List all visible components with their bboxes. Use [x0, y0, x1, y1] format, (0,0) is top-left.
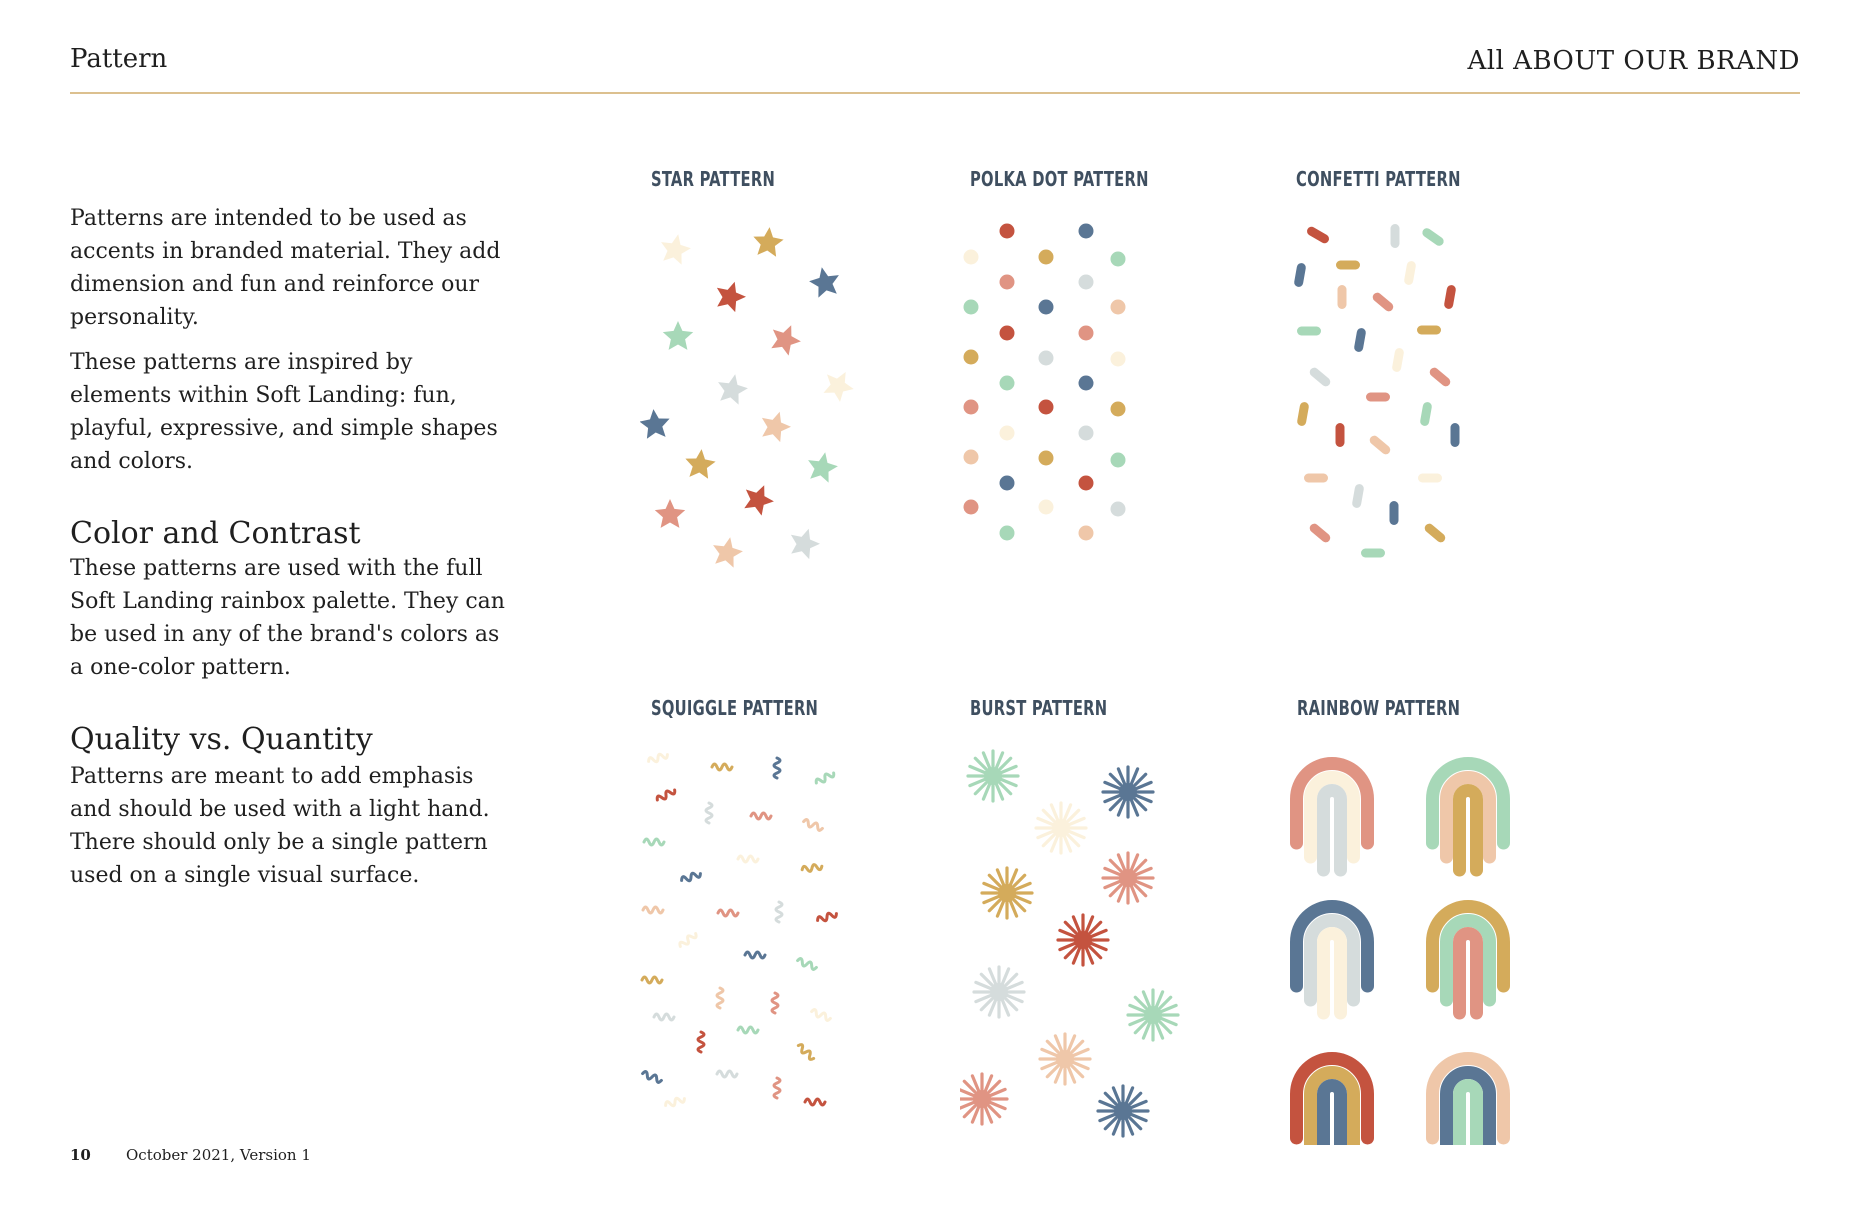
confetti-piece — [1418, 474, 1442, 483]
star-pattern-swatch — [640, 210, 870, 610]
squiggle-shape — [802, 863, 823, 872]
polka-dot — [1039, 451, 1054, 466]
confetti-piece — [1351, 483, 1364, 508]
squiggle-shape — [776, 902, 782, 922]
polka-dot — [964, 350, 979, 365]
confetti-piece — [1417, 326, 1441, 335]
burst-center — [1052, 819, 1070, 837]
intro-text-1: Patterns are intended to be used as accents in branded material. They add dimension and fun and reinforce our personality. — [70, 206, 501, 330]
polka-dot — [1000, 526, 1015, 541]
heading-quality-quantity: Quality vs. Quantity — [70, 722, 373, 757]
rainbow-arc — [1460, 1086, 1477, 1146]
polka-dot — [1039, 250, 1054, 265]
rainbow-arc — [1324, 791, 1341, 871]
intro-text-2: These patterns are inspired by elements within Soft Landing: fun, playful, expressive, and simple shapes and colors. — [70, 350, 498, 474]
polka-dot — [964, 500, 979, 515]
star-shape — [808, 452, 838, 482]
squiggle-shape — [681, 871, 702, 883]
intro-paragraph-2 — [70, 346, 510, 478]
star-shape — [685, 449, 715, 479]
quality-paragraph — [70, 760, 510, 892]
squiggle-shape — [706, 803, 712, 823]
squiggle-shape — [718, 910, 738, 916]
confetti-piece — [1297, 327, 1321, 336]
label-star-pattern: STAR PATTERN — [651, 167, 776, 191]
polka-dot — [1000, 476, 1015, 491]
squiggle-shape — [738, 856, 758, 862]
polka-dot — [1079, 526, 1094, 541]
rainbow-arc — [1324, 1086, 1341, 1146]
squiggle-shape — [796, 1043, 815, 1060]
confetti-pattern-swatch — [1290, 210, 1520, 610]
squiggle-shape — [642, 977, 662, 983]
squiggle-shape — [774, 758, 780, 778]
squiggle-shape — [803, 819, 824, 831]
polka-dot — [1039, 300, 1054, 315]
polka-dot — [1000, 426, 1015, 441]
burst-center — [1114, 1102, 1132, 1120]
star-shape — [791, 529, 820, 559]
confetti-piece — [1366, 393, 1390, 402]
heading-color-contrast: Color and Contrast — [70, 516, 361, 551]
squiggle-shape — [772, 993, 778, 1013]
burst-center — [1144, 1006, 1162, 1024]
page-header-section: Pattern — [70, 44, 168, 74]
polka-dot — [964, 450, 979, 465]
star-shape — [744, 485, 774, 515]
squiggle-shape — [678, 931, 697, 948]
rainbow-arc — [1460, 934, 1477, 1014]
squiggle-shape — [738, 1027, 758, 1033]
label-burst-pattern: BURST PATTERN — [970, 696, 1108, 720]
star-shape — [809, 267, 839, 297]
star-shape — [713, 537, 743, 567]
header-divider — [70, 92, 1800, 94]
polka-dot — [1000, 326, 1015, 341]
confetti-piece — [1391, 224, 1400, 248]
star-shape — [762, 412, 791, 442]
squiggle-shape — [665, 1096, 686, 1108]
confetti-piece — [1308, 522, 1332, 544]
burst-center — [973, 1090, 991, 1108]
star-shape — [655, 499, 685, 528]
burst-pattern-swatch — [960, 745, 1190, 1145]
squiggle-shape — [656, 787, 676, 802]
confetti-piece — [1443, 284, 1456, 309]
polka-dot — [1039, 351, 1054, 366]
confetti-piece — [1293, 262, 1306, 287]
confetti-piece — [1305, 225, 1330, 245]
confetti-piece — [1391, 347, 1404, 372]
confetti-piece — [1304, 474, 1328, 483]
polka-dot — [1111, 252, 1126, 267]
rainbow-pattern-swatch — [1290, 745, 1520, 1145]
confetti-piece — [1308, 366, 1332, 388]
label-squiggle-pattern: SQUIGGLE PATTERN — [651, 696, 819, 720]
star-shape — [718, 374, 748, 404]
label-rainbow-pattern: RAINBOW PATTERN — [1297, 696, 1461, 720]
polka-dot — [1111, 402, 1126, 417]
confetti-piece — [1368, 434, 1392, 456]
polka-dot — [1000, 275, 1015, 290]
confetti-piece — [1338, 285, 1347, 309]
squiggle-pattern-swatch — [640, 745, 870, 1145]
squiggle-shape — [717, 988, 723, 1008]
confetti-piece — [1390, 501, 1399, 525]
confetti-piece — [1451, 423, 1460, 447]
polka-dot — [1079, 426, 1094, 441]
quality-text: Patterns are meant to add emphasis and should be used with a light hand. There should only be a single pattern used on a single visual surface. — [70, 764, 490, 888]
star-shape — [771, 325, 801, 355]
squiggle-shape — [774, 1078, 780, 1098]
confetti-piece — [1428, 366, 1452, 388]
color-contrast-text: These patterns are used with the full Soft Landing rainbox palette. They can be used in any of the brand's colors as a one-color pattern. — [70, 556, 505, 680]
polka-dot — [1111, 453, 1126, 468]
confetti-piece — [1336, 261, 1360, 270]
polka-dot — [964, 400, 979, 415]
polka-dot — [1079, 224, 1094, 239]
intro-paragraph-1 — [70, 202, 510, 334]
squiggle-shape — [712, 764, 732, 770]
confetti-piece — [1353, 327, 1366, 352]
squiggle-shape — [644, 839, 664, 845]
polka-dot — [1079, 376, 1094, 391]
polka-dot — [964, 250, 979, 265]
polka-dot — [1111, 502, 1126, 517]
polka-dot — [1111, 352, 1126, 367]
burst-center — [1056, 1050, 1074, 1068]
confetti-piece — [1371, 291, 1395, 313]
burst-center — [990, 983, 1008, 1001]
burst-center — [1119, 869, 1137, 887]
burst-center — [1074, 931, 1092, 949]
confetti-piece — [1296, 401, 1309, 426]
version-date: October 2021, Version 1 — [126, 1146, 311, 1164]
rainbow-arc — [1460, 791, 1477, 871]
star-shape — [824, 372, 854, 402]
polka-dot — [1039, 500, 1054, 515]
page-number: 10 — [70, 1146, 91, 1164]
polka-dot — [1079, 275, 1094, 290]
star-shape — [753, 227, 783, 257]
squiggle-shape — [817, 911, 838, 923]
squiggle-shape — [648, 752, 669, 764]
squiggle-shape — [654, 1014, 674, 1020]
squiggle-shape — [805, 1099, 825, 1105]
label-polka-dot-pattern: POLKA DOT PATTERN — [970, 167, 1149, 191]
polka-dot — [1079, 476, 1094, 491]
squiggle-shape — [745, 952, 765, 958]
confetti-piece — [1423, 522, 1447, 544]
polka-dot — [1000, 224, 1015, 239]
rainbow-arc — [1324, 934, 1341, 1014]
star-shape — [663, 321, 693, 350]
confetti-piece — [1336, 423, 1345, 447]
confetti-piece — [1421, 226, 1446, 247]
polka-dot — [964, 300, 979, 315]
burst-center — [984, 767, 1002, 785]
confetti-piece — [1403, 260, 1416, 285]
polka-dot-pattern-swatch — [960, 210, 1190, 610]
squiggle-shape — [717, 1071, 737, 1077]
polka-dot — [1111, 300, 1126, 315]
squiggle-shape — [797, 958, 818, 970]
squiggle-shape — [642, 1071, 663, 1083]
squiggle-shape — [643, 907, 663, 913]
squiggle-shape — [751, 813, 771, 819]
polka-dot — [1000, 376, 1015, 391]
color-contrast-paragraph — [70, 552, 510, 684]
squiggle-shape — [698, 1032, 704, 1052]
burst-center — [998, 884, 1016, 902]
star-shape — [661, 234, 691, 264]
polka-dot — [1039, 400, 1054, 415]
label-confetti-pattern: CONFETTI PATTERN — [1296, 167, 1461, 191]
squiggle-shape — [815, 770, 835, 785]
page-header-brand: All ABOUT OUR BRAND — [1467, 46, 1800, 76]
star-shape — [717, 282, 746, 312]
squiggle-shape — [811, 1009, 832, 1021]
star-shape — [640, 409, 670, 439]
burst-center — [1119, 783, 1137, 801]
confetti-piece — [1419, 401, 1432, 426]
polka-dot — [1079, 326, 1094, 341]
confetti-piece — [1361, 549, 1385, 558]
